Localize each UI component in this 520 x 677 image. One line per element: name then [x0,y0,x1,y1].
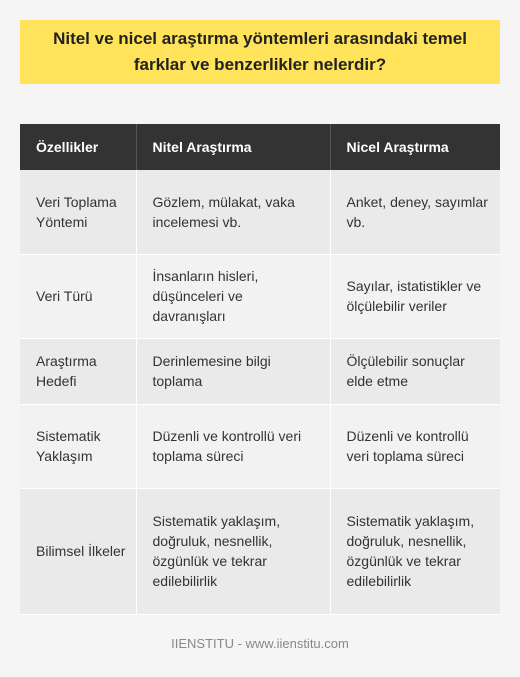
quantitative-cell: Anket, deney, sayımlar vb. [330,170,500,254]
footer-credit: IIENSTITU - www.iienstitu.com [171,636,349,651]
quantitative-cell: Sistematik yaklaşım, doğruluk, nesnellik, özgünlük ve tekrar edilebilirlik [330,488,500,614]
header-quantitative: Nicel Araştırma [330,124,500,170]
table-row [20,170,500,254]
qualitative-cell: Derinlemesine bilgi toplama [136,338,330,404]
qualitative-cell: İnsanların hisleri, düşünceleri ve davranışları [136,254,330,338]
table-header-row [20,124,500,170]
quantitative-cell: Sayılar, istatistikler ve ölçülebilir veriler [330,254,500,338]
comparison-table [20,124,500,615]
row-feature-cell: Bilimsel İlkeler [20,488,136,614]
row-feature-cell: Araştırma Hedefi [20,338,136,404]
title-banner [20,20,500,84]
quantitative-cell: Ölçülebilir sonuçlar elde etme [330,338,500,404]
header-qualitative: Nitel Araştırma [136,124,330,170]
table-row [20,338,500,404]
table-row [20,254,500,338]
page-title: Nitel ve nicel araştırma yöntemleri arasındaki temel farklar ve benzerlikler nelerdir? [53,29,467,74]
quantitative-cell: Düzenli ve kontrollü veri toplama süreci [330,404,500,488]
row-feature-cell: Veri Türü [20,254,136,338]
table-row [20,488,500,614]
qualitative-cell: Düzenli ve kontrollü veri toplama süreci [136,404,330,488]
row-feature-cell: Sistematik Yaklaşım [20,404,136,488]
table-row [20,404,500,488]
row-feature-cell: Veri Toplama Yöntemi [20,170,136,254]
qualitative-cell: Gözlem, mülakat, vaka incelemesi vb. [136,170,330,254]
qualitative-cell: Sistematik yaklaşım, doğruluk, nesnellik, özgünlük ve tekrar edilebilirlik [136,488,330,614]
header-features: Özellikler [20,124,136,170]
